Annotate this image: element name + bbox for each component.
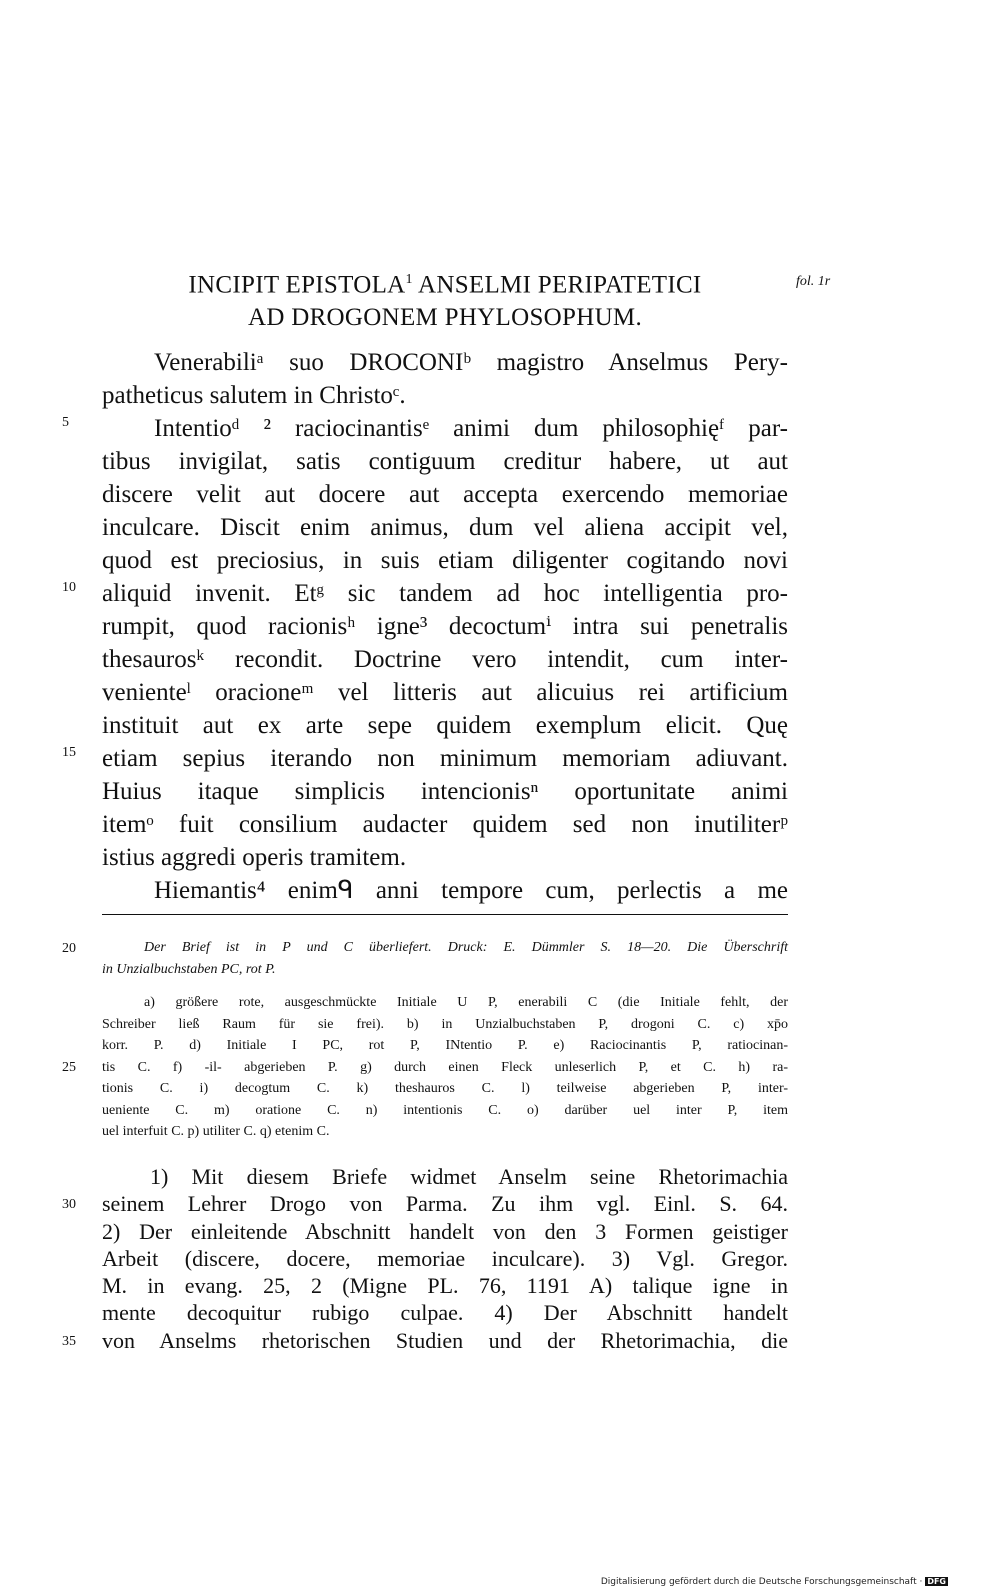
apparatus-line: korr. P. d) Initiale I PC, rot P, INtentio P. e) Raciocinantis P, ratiocinan- — [102, 1038, 788, 1053]
text-line: itemᵒ fuit consilium audacter quidem sed non inutiliterᵖ — [102, 811, 788, 838]
title-line-1: INCIPIT EPISTOLA$^1$ ANSELMI PERIPATETICI — [188, 271, 702, 299]
apparatus-line: ueniente C. m) oratione C. n) intentionis C. o) darüber uel inter P, item — [102, 1102, 788, 1118]
text-line: venienteˡ oracioneᵐ vel litteris aut alicuius rei artificium — [102, 679, 788, 706]
text-line: Intentioᵈ ² raciocinantisᵉ animi dum philosophięᶠ par- — [154, 415, 788, 442]
line-number: 20 — [62, 941, 76, 956]
apparatus-line: in Unzialbuchstaben PC, rot P. — [102, 961, 276, 977]
note-line: mente decoquitur rubigo culpae. 4) Der Abschnitt handelt — [102, 1300, 788, 1326]
apparatus-line: tionis C. i) decogtum C. k) theshauros C. l) teilweise abgerieben P, inter- — [102, 1081, 788, 1096]
line-number: 30 — [62, 1197, 76, 1212]
note-line: seinem Lehrer Drogo von Parma. Zu ihm vgl. Einl. S. 64. — [102, 1191, 788, 1217]
text-line: quod est preciosius, in suis etiam diligenter cogitando novi — [102, 547, 788, 574]
line-number: 10 — [62, 580, 76, 595]
text-line: rumpit, quod racionisʰ igne³ decoctumⁱ intra sui penetralis — [102, 613, 788, 640]
text-line: istius aggredi operis tramitem. — [102, 844, 407, 871]
epistle-text — [102, 346, 788, 907]
footnote-divider — [102, 914, 788, 915]
digitization-footer — [601, 1577, 948, 1587]
apparatus-line: tis C. f) -il- abgerieben P. g) durch einen Fleck unleserlich P, et C. h) ra- — [102, 1059, 788, 1075]
text-line: tibus invigilat, satis contiguum creditur habere, ut aut — [102, 448, 788, 475]
epistle-title — [102, 263, 788, 334]
note-line: M. in evang. 25, 2 (Migne PL. 76, 1191 A) talique igne in — [102, 1273, 788, 1299]
critical-apparatus — [102, 992, 788, 1143]
dfg-logo: DFG — [927, 1577, 946, 1586]
folio-marker: fol. 1r — [796, 274, 831, 289]
line-number: 15 — [62, 745, 76, 760]
note-line: von Anselms rhetorischen Studien und der Rhetorimachia, die — [102, 1327, 788, 1353]
text-line: instituit aut ex arte sepe quidem exemplum elicit. Quę — [102, 712, 788, 739]
text-line: discere velit aut docere aut accepta exercendo memoriae — [102, 481, 788, 508]
title-line-2: AD DROGONEM PHYLOSOPHUM. — [247, 304, 643, 332]
text-line: Venerabiliᵃ suo DROCONIᵇ magistro Anselmus Pery- — [154, 349, 788, 376]
line-number: 35 — [62, 1334, 76, 1349]
commentary-notes — [102, 1163, 788, 1354]
apparatus-intro — [102, 937, 788, 980]
text-line: etiam sepius iterando non minimum memoriam adiuvant. — [102, 745, 788, 772]
text-line: inculcare. Discit enim animus, dum vel aliena accipit vel, — [102, 514, 788, 541]
apparatus-line: Schreiber ließ Raum für sie frei). b) in Unzialbuchstaben P, drogoni C. c) xp̄o — [102, 1016, 788, 1032]
note-line: 1) Mit diesem Briefe widmet Anselm seine Rhetorimachia — [150, 1164, 788, 1189]
apparatus-line: Der Brief ist in P und C überliefert. Druck: E. Dümmler S. 18—20. Die Überschrift — [144, 940, 788, 955]
apparatus-line: a) größere rote, ausgeschmückte Initiale U P, enerabili C (die Initiale fehlt, der — [144, 995, 788, 1010]
line-number: 5 — [62, 415, 69, 430]
text-line: Hiemantis⁴ enimᑫ anni tempore cum, perlectis a me — [154, 877, 788, 904]
note-line: 2) Der einleitende Abschnitt handelt von den 3 Formen geistiger — [102, 1218, 788, 1244]
apparatus-line: uel interfuit C. p) utiliter C. q) etenim C. — [102, 1124, 330, 1139]
line-number: 25 — [62, 1060, 76, 1075]
note-line: Arbeit (discere, docere, memoriae inculcare). 3) Vgl. Gregor. — [102, 1245, 788, 1271]
text-line: aliquid invenit. Etᵍ sic tandem ad hoc intelligentia pro- — [102, 580, 788, 607]
text-line: patheticus salutem in Christoᶜ. — [102, 382, 406, 409]
text-line: thesaurosᵏ recondit. Doctrine vero intendit, cum inter- — [102, 646, 788, 673]
footnote-ref: 1 — [405, 272, 413, 287]
footer-text: Digitalisierung gefördert durch die Deutsche Forschungsgemeinschaft · — [600, 1577, 923, 1587]
text-line: Huius itaque simplicis intencionisⁿ oportunitate animi — [102, 778, 788, 805]
